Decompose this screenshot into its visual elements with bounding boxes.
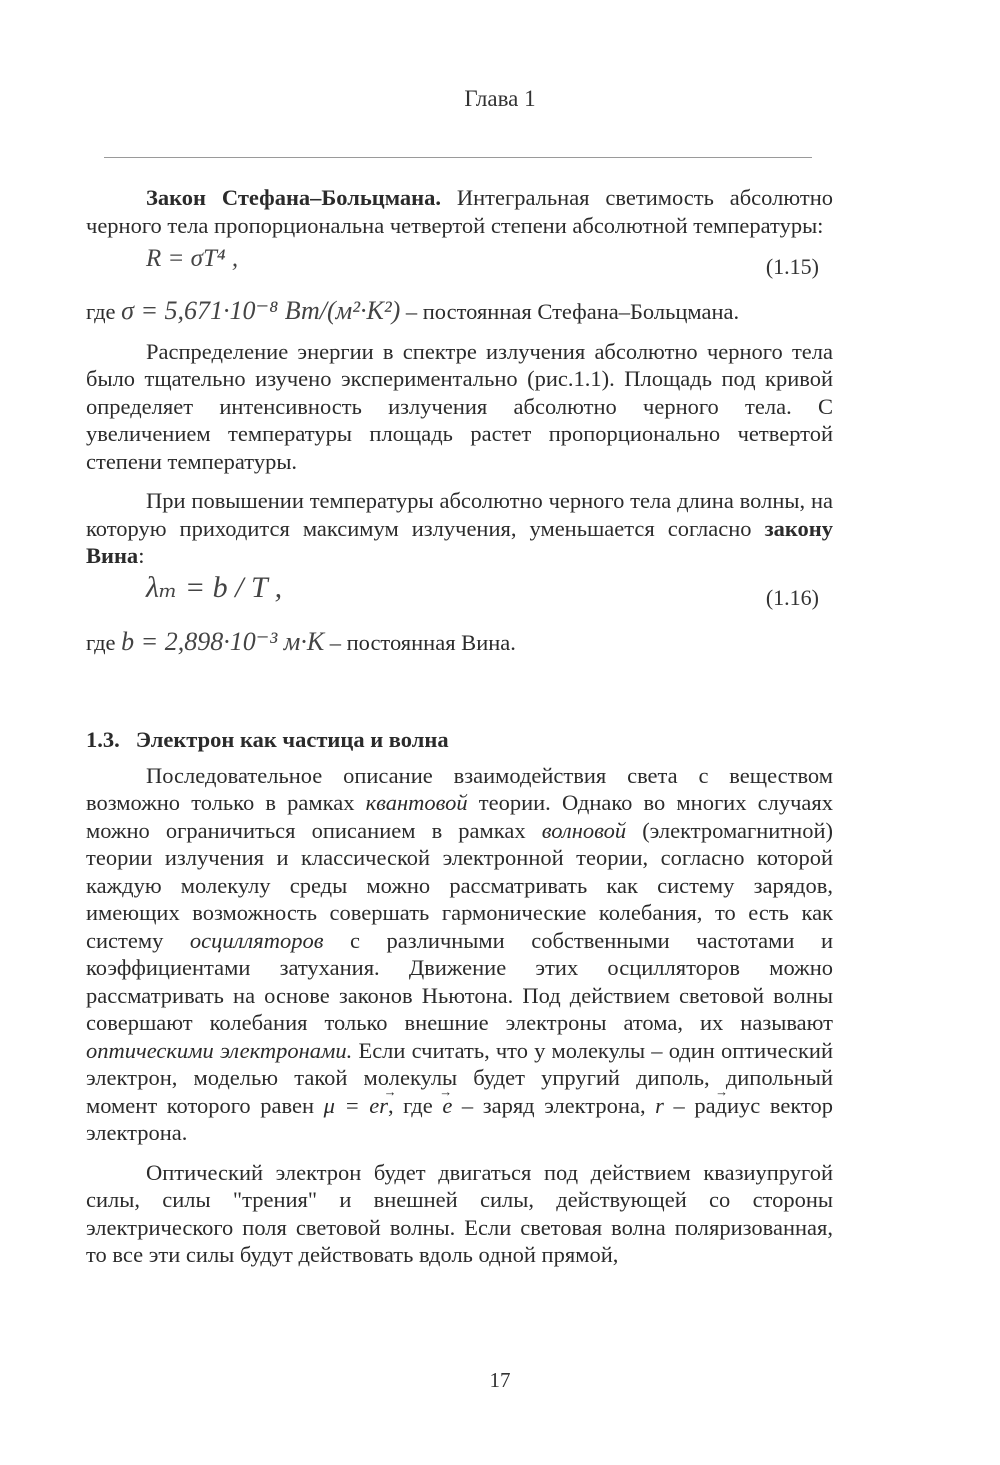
electron-text-5: Если считать, что у молекулы – один оптический электрон, моделью такой молекулы будет упругий диполь, дипольный момент которого равен [86,1037,834,1118]
header-rule [104,157,812,158]
wien-const-suffix: – постоянная Вина. [329,629,516,655]
wien-law-name: закону Вина [86,515,833,568]
electron-italic-oscillators: осцилляторов [189,927,324,953]
wien-paragraph [86,487,833,570]
electron-text-6: , где [387,1092,443,1118]
electron-italic-quantum: квантовой [365,790,468,815]
wien-const-formula: b = 2,898·10⁻³ м·К [121,626,325,656]
section-heading [86,726,833,754]
equation-1-16-number: (1.16) [765,584,819,610]
vector-r-2: r → [655,1093,664,1118]
electron-italic-wave: волновой [541,817,627,843]
law-title: Закон Стефана–Больцмана. [146,185,442,210]
page-number: 17 [489,1368,511,1392]
distribution-paragraph: Распределение энергии в спектре излучения абсолютно черного тела было тщательно изучено экспериментально (рис.1.1). Площадь под кривой определяет интенсивность излучения абсолютно черного тела. С увеличением температуры площадь растет пропорционально четвертой степени температуры. [86,338,833,474]
electron-text-7: – заряд электрона, [452,1092,656,1118]
page-content [86,184,833,1269]
wien-const-prefix: где [86,629,116,655]
electron-text-4: с различными собственными частотами и коэффициентами затухания. Движение этих осцилляторов можно рассматривать на основе законов Ньютона. Под действием световой волны совершают колебания только внешние электроны атома, их называют [86,927,833,1035]
section-title: Электрон как частица и волна [135,727,449,752]
wien-constant-definition [86,628,833,657]
electron-text-2: теории. Однако во многих случаях можно ограничиться описанием в рамках [86,790,833,843]
electron-text-3: (электромагнитной) теории излучения и классической электронной теории, согласно которой каждую молекулу среды можно рассматривать как систему зарядов, имеющих возможность совершать гармонические колебания, то есть как систему [86,817,833,953]
law-text: Интегральная светимость абсолютно черного тела пропорциональна четвертой степени абсолютной температуры: [86,185,833,238]
section-number: 1.3. [86,727,120,752]
sigma-formula: σ = 5,671·10⁻⁸ Вт/(м²·К²) [121,296,401,325]
vector-mu: μ → [324,1093,335,1118]
electron-eq-mid: = e [334,1092,380,1118]
equation-1-16-formula: λₘ = b / T , [146,570,283,604]
chapter-header: Глава 1 [464,86,536,111]
electron-paragraph [86,762,833,1147]
sigma-prefix: где [86,299,116,324]
optical-electron-paragraph: Оптический электрон будет двигаться под действием квазиупругой силы, силы "трения" и внешней силы, действующей со стороны электрического поля световой волны. Если световая волна поляризованная, то все эти силы будут действовать вдоль одной прямой, [86,1159,833,1267]
electron-italic-optical: оптическими электронами. [86,1037,353,1063]
sigma-suffix: – постоянная Стефана–Больцмана. [405,299,740,324]
electron-text-1: Последовательное описание взаимодействия света с веществом возможно только в рамках [86,762,833,815]
electron-text-8: – радиус вектор электрона. [86,1092,834,1145]
equation-1-15-number: (1.15) [765,254,819,279]
sigma-definition [86,297,833,326]
wien-text: При повышении температуры абсолютно черного тела длина волны, на которую приходится максимум излучения, уменьшается согласно [86,488,833,541]
electron-charge-symbol: e [442,1092,453,1118]
law-paragraph [86,184,833,239]
equation-1-15 [86,243,833,291]
equation-1-16 [86,570,833,622]
wien-colon: : [138,543,145,568]
vector-r-1: r → [379,1093,388,1118]
equation-1-15-formula: R = σT⁴ , [146,245,239,272]
